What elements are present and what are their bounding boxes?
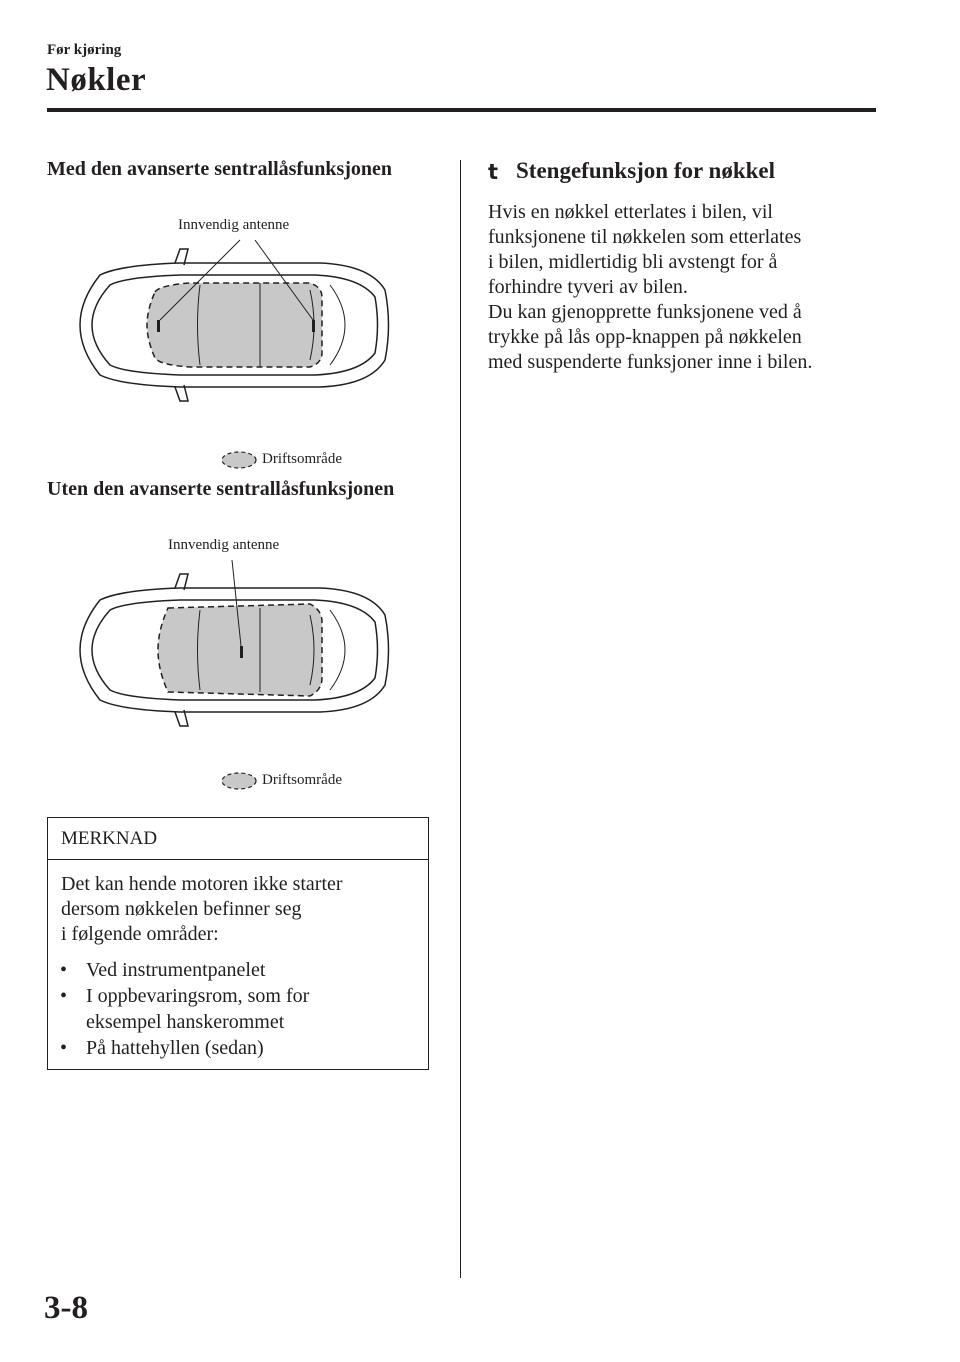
note-intro-line: dersom nøkkelen befinner seg [61, 898, 302, 920]
figure1-legend-label: Driftsområde [262, 451, 342, 467]
figure2-legend-label: Driftsområde [262, 772, 342, 788]
note-intro-line: Det kan hende motoren ikke starter [61, 873, 343, 895]
figure2-antenna-label: Innvendig antenne [168, 537, 280, 553]
heading-marker-icon: t [488, 160, 499, 184]
operating-zone-legend-icon-2 [220, 771, 258, 791]
note-bullet-item: • På hattehyllen (sedan) [60, 1037, 264, 1059]
right-heading: Stengefunksjon for nøkkel [516, 158, 776, 183]
body-line: med suspenderte funksjoner inne i bilen. [488, 351, 813, 373]
note-intro [61, 872, 421, 947]
right-body-text [488, 200, 888, 375]
body-line: trykke på lås opp-knappen på nøkkelen [488, 326, 802, 348]
title-rule [47, 108, 876, 112]
body-line: funksjonene til nøkkelen som etterlates [488, 226, 802, 248]
note-header [48, 818, 428, 860]
page-number: 3-8 [44, 1290, 88, 1326]
note-bullet-item: • Ved instrumentpanelet [60, 959, 266, 981]
bullet-icon: • [60, 1037, 68, 1059]
body-line: i bilen, midlertidig bli avstengt for å [488, 251, 778, 273]
bullet-icon: • [60, 985, 68, 1007]
operating-zone-legend-icon [220, 450, 258, 470]
body-line: forhindre tyveri av bilen. [488, 276, 688, 298]
bullet-icon: • [60, 959, 68, 981]
note-intro-line: i følgende områder: [61, 923, 219, 945]
figure1-antenna-label: Innvendig antenne [178, 217, 290, 233]
column-divider [460, 160, 461, 1278]
note-title: MERKNAD [61, 828, 158, 849]
body-line: Hvis en nøkkel etterlates i bilen, vil [488, 201, 773, 223]
car-diagram-without-advanced-lock [60, 560, 400, 735]
car-diagram-with-advanced-lock [60, 235, 400, 410]
figure2-heading: Uten den avanserte sentrallåsfunksjonen [47, 478, 395, 500]
body-line: Du kan gjenopprette funksjonene ved å [488, 301, 802, 323]
section-label: Før kjøring [47, 42, 122, 58]
note-bullet-continuation: eksempel hanskerommet [86, 1011, 285, 1033]
note-bullet-item: • I oppbevaringsrom, som for [60, 985, 310, 1007]
figure1-heading: Med den avanserte sentrallåsfunksjonen [47, 158, 393, 180]
chapter-title: Nøkler [46, 62, 147, 98]
